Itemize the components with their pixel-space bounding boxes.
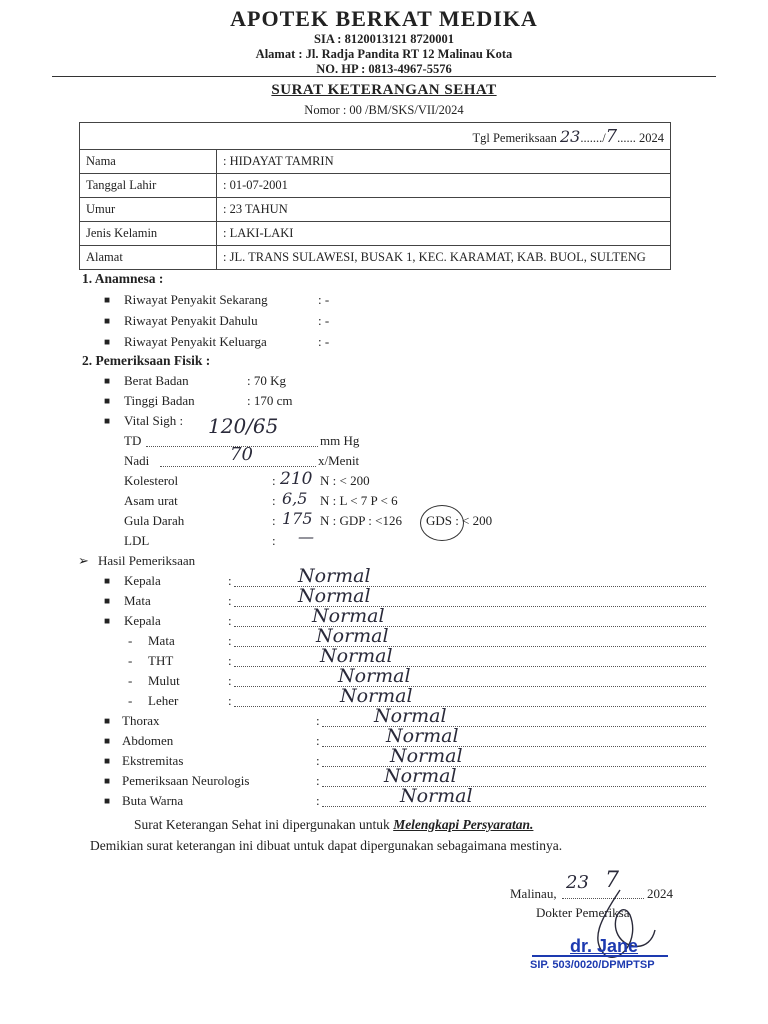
height-value: : 170 cm [247,393,293,408]
td-unit: mm Hg [320,433,360,448]
result-handwritten: Normal [312,605,385,627]
result-dotted-line [234,626,706,627]
bullet-icon: ■ [104,295,111,306]
identity-row [80,174,671,198]
dash-icon: - [128,673,133,688]
result-handwritten: Normal [298,585,371,607]
identity-row [80,222,671,246]
bullet-icon: ■ [104,316,111,327]
lab-label: Kolesterol [124,473,179,488]
result-label: Buta Warna [122,793,184,808]
lab-colon: : [272,513,276,528]
letter-number: Nomor : 00 /BM/SKS/VII/2024 [304,103,464,117]
identity-value: : LAKI-LAKI [217,222,671,246]
result-handwritten: Normal [386,725,459,747]
weight-label: Berat Badan [124,373,189,388]
header-rule [52,76,716,77]
lab-label: Asam urat [124,493,178,508]
results-title: Hasil Pemeriksaan [98,553,196,568]
physical-title: 2. Pemeriksaan Fisik : [82,353,211,368]
result-colon: : [228,673,232,688]
bullet-icon: ■ [104,337,111,348]
bullet-icon: ■ [104,776,111,787]
signature-role: Dokter Pemeriksa [536,905,630,920]
nadi-unit: x/Menit [318,453,360,468]
result-colon: : [228,573,232,588]
result-handwritten: Normal [400,785,473,807]
lab-label: LDL [124,533,150,548]
signature-month: 7 [605,868,619,893]
nadi-handwritten: 70 [230,444,253,465]
result-dotted-line [234,686,706,687]
result-handwritten: Normal [384,765,457,787]
vital-label: Vital Sigh : [124,413,184,428]
result-dotted-line [322,766,706,767]
result-colon: : [316,733,320,748]
result-label: Kepala [124,573,161,588]
lab-handwritten: — [298,527,314,546]
results-marker-icon: ➢ [78,553,89,568]
gds-label: GDS : [426,513,459,528]
identity-table [79,122,671,270]
signature-day: 23 [566,872,589,893]
dash-icon: - [128,693,133,708]
identity-label: Tanggal Lahir [80,174,217,198]
result-colon: : [228,593,232,608]
identity-row [80,246,671,270]
result-handwritten: Normal [374,705,447,727]
lab-handwritten: 175 [282,509,313,528]
result-label: Ekstremitas [122,753,184,768]
exam-month: 7 [605,125,618,147]
stamp-rule [532,955,668,957]
result-colon: : [228,693,232,708]
identity-row [80,150,671,174]
result-dotted-line [322,746,706,747]
anamnesa-value: : - [318,334,330,349]
bullet-icon: ■ [104,796,111,807]
result-colon: : [316,713,320,728]
pharmacy-name: APOTEK BERKAT MEDIKA [230,6,538,31]
closing-emphasis: Melengkapi Persyaratan. [393,817,534,832]
result-dotted-line [322,806,706,807]
lab-colon: : [272,533,276,548]
identity-label: Umur [80,198,217,222]
td-handwritten: 120/65 [208,414,279,438]
lab-normal: N : < 200 [320,473,370,488]
result-handwritten: Normal [320,645,393,667]
anamnesa-value: : - [318,292,330,307]
result-label: Thorax [122,713,160,728]
identity-value: : 01-07-2001 [217,174,671,198]
result-colon: : [228,653,232,668]
result-label: Mata [124,593,151,608]
lab-handwritten: 210 [280,469,313,489]
weight-value: : 70 Kg [247,373,286,388]
closing-line1 [134,817,533,833]
stamp-sip: SIP. 503/0020/DPMPTSP [530,959,655,971]
anamnesa-label: Riwayat Penyakit Dahulu [124,313,258,328]
signature-year: 2024 [647,886,673,901]
result-dotted-line [322,786,706,787]
identity-label: Nama [80,150,217,174]
exam-day: 23 [559,126,581,146]
result-colon: : [316,773,320,788]
result-colon: : [228,633,232,648]
pharmacy-sia: SIA : 8120013121 8720001 [314,32,454,46]
result-label: Pemeriksaan Neurologis [122,773,250,788]
anamnesa-label: Riwayat Penyakit Keluarga [124,334,267,349]
result-label: Kepala [124,613,161,628]
anamnesa-title: 1. Anamnesa : [82,271,164,286]
identity-value: : HIDAYAT TAMRIN [217,150,671,174]
closing-line2: Demikian surat keterangan ini dibuat untuk dapat dipergunakan sebagaimana mestinya. [90,838,563,853]
bullet-icon: ■ [104,736,111,747]
result-handwritten: Normal [340,685,413,707]
bullet-icon: ■ [104,396,111,407]
result-dotted-line [234,666,706,667]
lab-label: Gula Darah [124,513,185,528]
result-handwritten: Normal [338,665,411,687]
result-colon: : [228,613,232,628]
result-dotted-line [234,706,706,707]
height-label: Tinggi Badan [124,393,195,408]
anamnesa-value: : - [318,313,330,328]
nadi-dotted-line [160,466,316,467]
letter-title: SURAT KETERANGAN SEHAT [271,82,497,98]
td-label: TD [124,433,142,448]
lab-colon: : [272,493,276,508]
result-label: Mata [148,633,175,648]
dash-icon: - [128,633,133,648]
result-handwritten: Normal [390,745,463,767]
anamnesa-label: Riwayat Penyakit Sekarang [124,292,268,307]
identity-value: : JL. TRANS SULAWESI, BUSAK 1, KEC. KARAMAT, KAB. BUOL, SULTENG [217,246,671,270]
exam-year: 2024 [639,130,664,145]
lab-handwritten: 6,5 [282,489,308,508]
identity-value: : 23 TAHUN [217,198,671,222]
result-colon: : [316,793,320,808]
bullet-icon: ■ [104,596,111,607]
bullet-icon: ■ [104,616,111,627]
bullet-icon: ■ [104,716,111,727]
pharmacy-phone: NO. HP : 0813-4967-5576 [316,62,452,76]
result-colon: : [316,753,320,768]
gds-value: < 200 [462,513,493,528]
bullet-icon: ■ [104,756,111,767]
result-label: Mulut [148,673,180,688]
pharmacy-address: Alamat : Jl. Radja Pandita RT 12 Malinau Kota [255,47,513,61]
result-handwritten: Normal [316,625,389,647]
dash-icon: - [128,653,133,668]
result-label: THT [148,653,174,668]
identity-label: Jenis Kelamin [80,222,217,246]
result-dotted-line [234,646,706,647]
identity-label: Alamat [80,246,217,270]
stamp-name: dr. Jane [570,936,639,956]
closing-prefix: Surat Keterangan Sehat ini dipergunakan untuk [134,817,394,832]
exam-date-row: Tgl Pemeriksaan 23......./7...... 2024 [80,123,671,150]
result-label: Leher [148,693,179,708]
result-label: Abdomen [122,733,174,748]
bullet-icon: ■ [104,576,111,587]
signature-place: Malinau, [510,886,557,901]
nadi-label: Nadi [124,453,150,468]
exam-date-label: Tgl Pemeriksaan [472,130,557,145]
lab-normal: N : GDP : <126 [320,513,402,528]
lab-normal: N : L < 7 P < 6 [320,493,398,508]
lab-colon: : [272,473,276,488]
bullet-icon: ■ [104,376,111,387]
identity-row [80,198,671,222]
result-handwritten: Normal [298,565,371,587]
bullet-icon: ■ [104,416,111,427]
